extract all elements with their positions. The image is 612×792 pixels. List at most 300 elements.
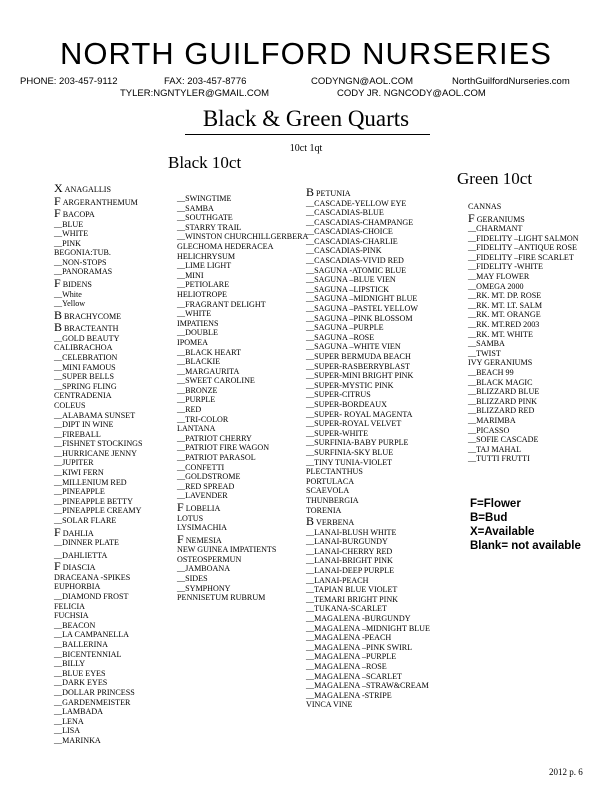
plant-name: __OMEGA 2000 xyxy=(468,281,524,291)
plant-name: __BLIZZARD PINK xyxy=(468,396,538,406)
plant-name: __MARINKA xyxy=(54,735,101,745)
availability-marker: F xyxy=(54,193,61,208)
plant-list-item xyxy=(54,669,143,679)
availability-marker: F xyxy=(468,210,475,225)
plant-name: __BLUE EYES xyxy=(54,668,106,678)
plant-name: __SOUTHGATE xyxy=(177,213,233,223)
plant-name: __BLACK MAGIC xyxy=(468,377,533,387)
plant-list-item xyxy=(468,282,579,292)
availability-marker: B xyxy=(54,307,63,322)
plant-list-item xyxy=(177,395,308,405)
page-title: Black & Green Quarts xyxy=(202,106,410,131)
plant-list-item xyxy=(306,467,430,477)
plant-name: __PETIOLARE xyxy=(177,280,230,290)
plant-name: __STARRY TRAIL xyxy=(177,222,242,232)
plant-name: PENNISETUM RUBRUM xyxy=(177,593,266,603)
plant-list-item xyxy=(306,352,430,362)
plant-list-item xyxy=(177,453,308,463)
plant-name: LOTUS xyxy=(177,513,204,523)
plant-list-item xyxy=(306,585,430,595)
plant-list-item xyxy=(177,357,308,367)
plant-name: __NON-STOPS xyxy=(54,257,107,267)
plant-list-item xyxy=(54,602,143,612)
plant-name: __MAGALENA -PEACH xyxy=(306,633,392,643)
plant-list-item xyxy=(54,516,143,526)
plant-name: __SUPER-BORDEAUX xyxy=(306,399,387,409)
plant-list-item xyxy=(306,275,430,285)
legend-bud: B=Bud xyxy=(470,512,508,524)
plant-name: __SAMBA xyxy=(177,203,214,213)
plant-name: __CASCADIAS-BLUE xyxy=(306,208,384,218)
plant-name: NEW GUINEA IMPATIENTS xyxy=(177,545,277,555)
plant-name: __BLIZZARD RED xyxy=(468,406,535,416)
availability-marker: F xyxy=(54,206,61,220)
plant-list-item xyxy=(177,584,308,594)
plant-list-item xyxy=(54,229,143,239)
plant-list-item xyxy=(306,672,430,682)
plant-name: __SUPER-MINI BRIGHT PINK xyxy=(306,371,414,381)
plant-list-item xyxy=(468,253,579,263)
email-cody[interactable]: CODYNGN@AOL.COM xyxy=(311,76,414,87)
plant-name: __CHARMANT xyxy=(468,224,523,234)
plant-list-column-1 xyxy=(54,182,143,746)
plant-list-item xyxy=(177,367,308,377)
plant-list-item xyxy=(54,582,143,592)
plant-name: __SAGUNA –LIPSTICK xyxy=(306,284,389,294)
plant-list-item xyxy=(468,212,579,225)
phone-number: PHONE: 203-457-9112 xyxy=(20,76,118,87)
plant-name: __SIDES xyxy=(177,573,208,583)
plant-list-item xyxy=(306,371,430,381)
plant-name: HELICHRYSUM xyxy=(177,251,236,261)
plant-list-item xyxy=(177,213,308,223)
plant-name: GERANIUMS xyxy=(476,214,525,224)
plant-list-column-2 xyxy=(177,194,308,603)
plant-name: __RK. MT.RED 2003 xyxy=(468,320,540,330)
plant-list-item xyxy=(468,339,579,349)
plant-name: __SAGUNA –PURPLE xyxy=(306,323,384,333)
plant-list-item xyxy=(306,652,430,662)
plant-name: __DAHLIETTA xyxy=(54,550,108,560)
plant-list-item xyxy=(306,624,430,634)
plant-list-item xyxy=(468,310,579,320)
plant-list-item xyxy=(54,353,143,363)
plant-name: __SOLAR FLARE xyxy=(54,516,117,526)
plant-name: __BEACON xyxy=(54,620,96,630)
plant-name: __BRONZE xyxy=(177,385,218,395)
plant-list-item xyxy=(54,538,143,548)
plant-name: __BICENTENNIAL xyxy=(54,649,122,659)
plant-list-item xyxy=(177,242,308,252)
plant-list-item xyxy=(54,611,143,621)
plant-list-item xyxy=(54,391,143,401)
availability-marker: X xyxy=(54,181,63,195)
plant-list-item xyxy=(54,487,143,497)
plant-name: __SAGUNA –BLUE VIEN xyxy=(306,275,396,285)
legend-not-available: Blank= not available xyxy=(470,540,581,552)
website-link[interactable]: NorthGuilfordNurseries.com xyxy=(452,76,570,87)
plant-list-item xyxy=(54,458,143,468)
plant-name: HELIOTROPE xyxy=(177,289,227,299)
plant-name: __TUKANA-SCARLET xyxy=(306,604,387,614)
title-underline xyxy=(185,134,430,135)
plant-name: __SUPER- ROYAL MAGENTA xyxy=(306,409,413,419)
plant-list-item xyxy=(54,401,143,411)
plant-list-item xyxy=(177,533,308,546)
plant-name: __BALLERINA xyxy=(54,639,108,649)
plant-name: DRACEANA -SPIKES xyxy=(54,572,131,582)
plant-name: BRACHYCOME xyxy=(64,311,122,321)
plant-name: __PICASSO xyxy=(468,425,510,435)
availability-marker: F xyxy=(54,524,61,539)
plant-name: __DARK EYES xyxy=(54,678,108,688)
plant-list-item xyxy=(468,378,579,388)
black-section-heading: Black 10ct xyxy=(168,153,242,172)
plant-name: __SUPER-ROYAL VELVET xyxy=(306,419,402,429)
plant-name: __SUPER-WHITE xyxy=(306,428,369,438)
plant-list-item xyxy=(54,411,143,421)
plant-list-item xyxy=(468,406,579,416)
plant-list-item xyxy=(306,294,430,304)
plant-list-item xyxy=(54,290,143,300)
plant-name: __WHITE xyxy=(54,229,89,239)
plant-name: __RK. MT. LT. SALM xyxy=(468,300,543,310)
plant-list-item xyxy=(468,454,579,464)
email-tyler[interactable]: TYLER:NGNTYLER@GMAIL.COM xyxy=(120,88,269,99)
plant-list-item xyxy=(306,643,430,653)
plant-list-item xyxy=(177,252,308,262)
plant-list-item xyxy=(306,199,430,209)
plant-list-item xyxy=(54,182,143,195)
plant-name: __HURRICANE JENNY xyxy=(54,448,137,458)
plant-name: __SOFIE CASCADE xyxy=(468,435,539,445)
plant-name: ARGERANTHEMUM xyxy=(62,197,138,207)
plant-list-item xyxy=(54,560,143,573)
plant-list-item xyxy=(306,208,430,218)
plant-list-item xyxy=(306,477,430,487)
plant-list-item xyxy=(177,328,308,338)
plant-list-item xyxy=(177,204,308,214)
plant-list-item xyxy=(306,506,430,516)
plant-list-item xyxy=(54,449,143,459)
plant-name: __FRAGRANT DELIGHT xyxy=(177,299,266,309)
plant-name: __SAGUNA –PASTEL YELLOW xyxy=(306,304,418,314)
plant-name: LYSIMACHIA xyxy=(177,523,228,533)
plant-list-item xyxy=(177,491,308,501)
plant-name: __SUPER-RASBERRYBLAST xyxy=(306,361,410,371)
plant-list-item xyxy=(54,592,143,602)
plant-list-item xyxy=(468,234,579,244)
plant-name: __PANORAMAS xyxy=(54,267,113,277)
plant-list-item xyxy=(54,248,143,258)
plant-name: COLEUS xyxy=(54,400,86,410)
plant-list-item xyxy=(54,309,143,322)
plant-list-item xyxy=(177,424,308,434)
plant-list-item xyxy=(306,218,430,228)
plant-name: __FISHNET STOCKINGS xyxy=(54,439,143,449)
plant-name: __MARGAURITA xyxy=(177,366,240,376)
plant-name: __SURFINIA-BABY PURPLE xyxy=(306,438,409,448)
plant-name: __MAGALENA -BURGUNDY xyxy=(306,613,411,623)
plant-list-item xyxy=(468,320,579,330)
plant-name: DIASCIA xyxy=(62,563,96,573)
plant-list-item xyxy=(177,574,308,584)
plant-list-item xyxy=(177,348,308,358)
plant-name: PLECTANTHUS xyxy=(306,467,363,477)
plant-name: __DINNER PLATE xyxy=(54,538,119,548)
plant-name: __PINEAPPLE xyxy=(54,487,105,497)
plant-name: __White xyxy=(54,289,82,299)
plant-list-item xyxy=(306,362,430,372)
plant-name: __CASCADIAS-PINK xyxy=(306,246,382,256)
plant-name: __TAPIAN BLUE VIOLET xyxy=(306,585,398,595)
plant-list-item xyxy=(177,309,308,319)
plant-list-item xyxy=(306,237,430,247)
plant-list-item xyxy=(177,564,308,574)
plant-name: __CASCADIAS-CHOICE xyxy=(306,227,393,237)
plant-list-item xyxy=(177,290,308,300)
plant-name: __JAMBOANA xyxy=(177,564,231,574)
plant-name: __GOLDSTROME xyxy=(177,472,241,482)
plant-list-item xyxy=(177,434,308,444)
plant-name: __SUPER BELLS xyxy=(54,372,115,382)
plant-name: EUPHORBIA xyxy=(54,582,101,592)
plant-name: ANAGALLIS xyxy=(64,185,111,194)
plant-name: IVY GERANIUMS xyxy=(468,358,533,368)
plant-name: __LISA xyxy=(54,726,81,736)
plant-name: __WINSTON CHURCHILLGERBERA xyxy=(177,232,309,242)
availability-marker: B xyxy=(54,320,63,335)
plant-list-item xyxy=(54,334,143,344)
plant-name: __MAGALENA –SCARLET xyxy=(306,671,403,681)
plant-list-item xyxy=(54,707,143,717)
plant-list-item xyxy=(54,640,143,650)
plant-name: __FIDELITY –LIGHT SALMON xyxy=(468,233,579,243)
plant-name: __FIDELITY –FIRE SCARLET xyxy=(468,252,574,262)
plant-name: VINCA VINE xyxy=(306,700,353,710)
plant-list-item xyxy=(306,681,430,691)
plant-list-item xyxy=(468,243,579,253)
plant-name: __SUPER-CITRUS xyxy=(306,390,371,400)
plant-name: __BEACH 99 xyxy=(468,368,514,377)
plant-list-item xyxy=(177,443,308,453)
plant-list-item xyxy=(306,528,430,538)
plant-list-item xyxy=(306,314,430,324)
plant-name: __CONFETTI xyxy=(177,462,225,472)
plant-name: TORENIA xyxy=(306,505,342,515)
plant-name: __FIREBALL xyxy=(54,429,101,439)
plant-list-item xyxy=(306,186,430,199)
plant-list-item xyxy=(54,506,143,516)
plant-name: __LANAI-CHERRY RED xyxy=(306,546,393,556)
plant-name: __KIWI FERN xyxy=(54,468,104,478)
plant-list-item xyxy=(54,573,143,583)
plant-list-item xyxy=(177,482,308,492)
plant-list-item xyxy=(54,526,143,539)
plant-name: NEMESIA xyxy=(185,535,222,545)
plant-name: __TRI-COLOR xyxy=(177,414,229,424)
plant-list-item xyxy=(468,330,579,340)
plant-list-item xyxy=(54,372,143,382)
plant-name: __TINY TUNIA-VIOLET xyxy=(306,457,393,467)
plant-name: __MILLENIUM RED xyxy=(54,477,127,487)
plant-list-item xyxy=(306,304,430,314)
plant-list-item xyxy=(54,321,143,334)
plant-list-item xyxy=(306,333,430,343)
plant-list-item xyxy=(468,349,579,359)
plant-list-item xyxy=(468,387,579,397)
plant-name: __DIPT IN WINE xyxy=(54,420,114,430)
plant-name: PETUNIA xyxy=(316,189,351,198)
plant-name: __WHITE xyxy=(177,309,212,319)
plant-name: __MINI xyxy=(177,270,204,280)
plant-list-item xyxy=(177,319,308,329)
availability-marker: F xyxy=(177,500,184,514)
plant-name: __DIAMOND FROST xyxy=(54,592,129,601)
plant-name: __SPRING FLING xyxy=(54,381,117,391)
plant-name: __RK. MT. ORANGE xyxy=(468,310,541,320)
plant-list-item xyxy=(306,429,430,439)
plant-name: __SAGUNA –WHITE VIEN xyxy=(306,342,401,352)
plant-list-item xyxy=(54,630,143,640)
plant-list-item xyxy=(306,458,430,468)
plant-name: __DOLLAR PRINCESS xyxy=(54,687,135,697)
email-cody-jr[interactable]: CODY JR. NGNCODY@AOL.COM xyxy=(337,88,486,99)
plant-list-item xyxy=(468,435,579,445)
plant-name: __FIDELITY -WHITE xyxy=(468,262,543,272)
plant-list-item xyxy=(54,239,143,249)
plant-name: __LANAI-BLUSH WHITE xyxy=(306,527,397,537)
plant-list-item xyxy=(306,266,430,276)
plant-list-item xyxy=(177,194,308,204)
plant-list-item xyxy=(306,285,430,295)
plant-list-item xyxy=(54,343,143,353)
plant-name: DAHLIA xyxy=(62,528,94,538)
plant-name: __MAGALENA –STRAW&CREAM xyxy=(306,681,429,691)
plant-name: __SAGUNA –MIDNIGHT BLUE xyxy=(306,294,418,304)
plant-list-item xyxy=(306,566,430,576)
plant-name: BRACTEANTH xyxy=(64,324,119,334)
plant-name: __BLIZZARD BLUE xyxy=(468,387,540,397)
plant-name: __SUPER BERMUDA BEACH xyxy=(306,352,411,361)
availability-marker: B xyxy=(306,514,315,529)
plant-list-item xyxy=(306,448,430,458)
plant-list-item xyxy=(54,439,143,449)
plant-name: __MAGALENA –MIDNIGHT BLUE xyxy=(306,623,430,633)
plant-name: PORTULACA xyxy=(306,476,355,486)
plant-name: __RK. MT. DP. ROSE xyxy=(468,291,542,301)
legend-available: X=Available xyxy=(470,526,535,538)
plant-list-item xyxy=(54,497,143,507)
plant-list-item xyxy=(306,691,430,701)
plant-name: __BLUE xyxy=(54,219,84,229)
plant-list-item xyxy=(468,202,579,212)
plant-list-item xyxy=(306,381,430,391)
plant-list-item xyxy=(177,376,308,386)
plant-name: __CASCADIAS-CHARLIE xyxy=(306,236,398,246)
plant-name: CENTRADENIA xyxy=(54,391,112,401)
plant-list-item xyxy=(306,604,430,614)
plant-list-item xyxy=(177,280,308,290)
plant-list-item xyxy=(177,501,308,514)
plant-list-item xyxy=(306,246,430,256)
plant-list-item xyxy=(306,323,430,333)
plant-list-item xyxy=(468,397,579,407)
plant-list-item xyxy=(306,614,430,624)
plant-list-item xyxy=(177,300,308,310)
plant-name: __MAY FLOWER xyxy=(468,272,530,282)
plant-name: __PATRIOT CHERRY xyxy=(177,433,252,443)
plant-name: CALIBRACHOA xyxy=(54,343,113,353)
plant-list-item xyxy=(177,223,308,233)
plant-list-item xyxy=(306,547,430,557)
plant-list-item xyxy=(54,207,143,220)
plant-list-item xyxy=(468,426,579,436)
plant-name: __PURPLE xyxy=(177,395,216,405)
plant-list-item xyxy=(306,496,430,506)
plant-list-column-3 xyxy=(306,186,430,710)
plant-name: __SUPER-MYSTIC PINK xyxy=(306,380,394,390)
plant-name: __PINEAPPLE BETTY xyxy=(54,496,133,506)
plant-list-item xyxy=(54,363,143,373)
plant-list-item xyxy=(177,405,308,415)
plant-name: __SWINGTIME xyxy=(177,194,232,203)
plant-list-item xyxy=(54,277,143,290)
plant-name: __SAGUNA -ATOMIC BLUE xyxy=(306,265,407,275)
plant-list-item xyxy=(54,621,143,631)
plant-name: __DOUBLE xyxy=(177,328,218,338)
plant-name: VERBENA xyxy=(316,518,355,528)
plant-list-item xyxy=(177,463,308,473)
plant-list-item xyxy=(468,301,579,311)
plant-name: __MAGALENA –PURPLE xyxy=(306,652,397,662)
plant-list-item xyxy=(54,299,143,309)
plant-name: FUCHSIA xyxy=(54,611,89,621)
plant-list-item xyxy=(306,256,430,266)
plant-name: __LANAI-PEACH xyxy=(306,575,369,585)
plant-name: __JUPITER xyxy=(54,458,94,468)
plant-name: CANNAS xyxy=(468,202,502,211)
plant-list-item xyxy=(306,537,430,547)
plant-name: GLECHOMA HEDERACEA xyxy=(177,241,274,251)
plant-name: __GOLD BEAUTY xyxy=(54,333,120,343)
plant-name: __Yellow xyxy=(54,299,86,309)
plant-list-item xyxy=(306,633,430,643)
plant-name: __PINEAPPLE CREAMY xyxy=(54,506,142,516)
plant-name: __FIDELITY –ANTIQUE ROSE xyxy=(468,243,577,253)
plant-list-item xyxy=(306,576,430,586)
plant-list-item xyxy=(177,523,308,533)
plant-name: __SYMPHONY xyxy=(177,583,231,593)
plant-list-item xyxy=(468,416,579,426)
plant-name: __LANAI-BRIGHT PINK xyxy=(306,556,393,566)
plant-list-item xyxy=(468,272,579,282)
plant-list-item xyxy=(306,410,430,420)
green-section-heading: Green 10ct xyxy=(457,169,533,188)
page-number: 2012 p. 6 xyxy=(549,767,583,777)
plant-list-item xyxy=(177,545,308,555)
plant-name: IPOMEA xyxy=(177,337,209,347)
plant-name: __CASCADIAS-CHAMPANGE xyxy=(306,217,414,227)
plant-list-item xyxy=(54,382,143,392)
plant-name: __LAVENDER xyxy=(177,491,228,501)
plant-name: __MAGALENA -STRIPE xyxy=(306,690,392,700)
plant-name: FELICIA xyxy=(54,601,86,611)
plant-name: __MINI FAMOUS xyxy=(54,362,116,372)
plant-list-item xyxy=(468,445,579,455)
plant-name: __MAGALENA –PINK SWIRL xyxy=(306,642,413,652)
plant-name: __PATRIOT PARASOL xyxy=(177,453,256,463)
